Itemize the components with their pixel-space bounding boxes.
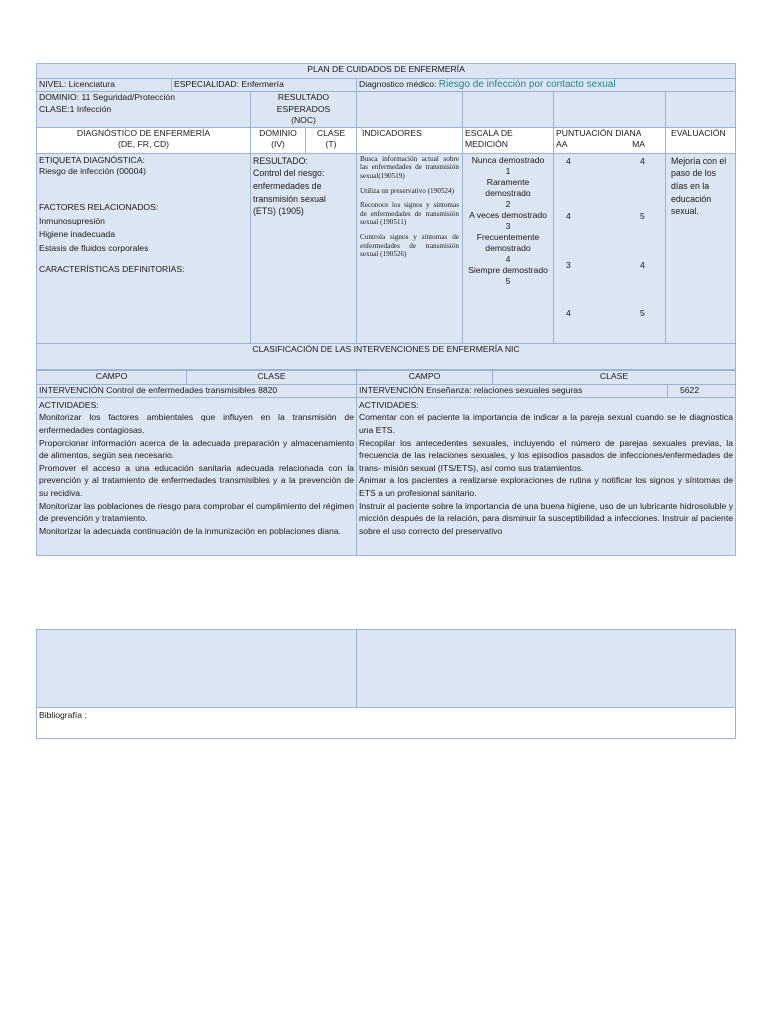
actividad-item: Proporcionar información acerca de la adecuada preparación y almacenamiento de alimentos, según sea necesario. bbox=[39, 437, 354, 461]
clase-header-title: CLASE bbox=[316, 127, 346, 138]
care-plan-table bbox=[36, 63, 736, 370]
actividad-item: Recopilar los antecedentes sexuales, incluyendo el número de parejas sexuales previas, la frecuencia de las relaciones sexuales, y los episodios pasados de infecciones/enfermedades de trans- misión sexual (ITS/ETS), así como sus tratamientos. bbox=[359, 437, 733, 473]
care-plan-sheet bbox=[36, 63, 735, 556]
dominio-header bbox=[251, 127, 306, 153]
actividad-item: Monitorizar la adecuada continuación de la inmunización en poblaciones diana. bbox=[39, 525, 341, 536]
nivel-cell: NIVEL: Licenciatura bbox=[37, 79, 172, 92]
evaluacion-body: Mejoría con el paso de los días en la educación sexual. bbox=[666, 153, 736, 343]
empty-cell bbox=[463, 92, 554, 128]
score-aa: 4 bbox=[566, 155, 571, 166]
clase-header-sub: (T) bbox=[325, 139, 337, 150]
dominio-header-sub: (IV) bbox=[271, 139, 285, 150]
bibliography-section bbox=[36, 629, 735, 739]
actividad-item: Monitorizar los factores ambientales que influyen en la transmisión de enfermedades contagiosas. bbox=[39, 412, 354, 435]
escala-item: Nunca demostrado bbox=[471, 154, 545, 165]
escala-item: 2 bbox=[505, 198, 511, 209]
blank-cell bbox=[37, 630, 357, 708]
especialidad-cell: ESPECIALIDAD: Enfermería bbox=[172, 79, 357, 92]
clase-text: CLASE:1 Infección bbox=[39, 103, 112, 114]
diagnostico-medico-value: Riesgo de infección por contacto sexual bbox=[438, 79, 616, 90]
etiqueta-value: Riesgo de infección (00004) bbox=[39, 166, 147, 177]
diagnostico-body bbox=[37, 153, 251, 343]
aa-label: AA bbox=[556, 139, 568, 150]
factor-item: Higiene inadecuada bbox=[39, 229, 115, 240]
escala-item: A veces demostrado bbox=[469, 209, 547, 220]
score-aa: 3 bbox=[566, 259, 571, 270]
dominio-text: DOMINIO: 11 Seguridad/Protección bbox=[39, 92, 175, 102]
score-ma: 5 bbox=[640, 307, 645, 318]
indicadores-header: INDICADORES bbox=[357, 127, 463, 153]
puntuacion-header-title: PUNTUACIÓN DIANA bbox=[556, 127, 642, 138]
indicadores-body bbox=[357, 153, 463, 343]
resultado-value: Control del riesgo: enfermedades de transmisión sexual (ETS) (1905) bbox=[253, 168, 326, 217]
diagnostico-header-sub: (DE, FR, CD) bbox=[117, 139, 170, 150]
score-ma: 4 bbox=[640, 259, 645, 270]
caracteristicas-label: CARACTERÍSTICAS DEFINITORIAS: bbox=[39, 264, 185, 275]
score-aa: 4 bbox=[566, 307, 571, 318]
escala-item: Siempre demostrado bbox=[468, 264, 548, 275]
puntuacion-body bbox=[554, 153, 666, 343]
escala-item: 1 bbox=[505, 165, 511, 176]
actividad-item: Animar a los pacientes a realizarse exploraciones de rutina y notificar los signos y síntomas de ETS a un profesional sanitario. bbox=[359, 475, 733, 498]
score-ma: 4 bbox=[640, 155, 645, 166]
intervencion-left: INTERVENCIÓN Control de enfermedades transmisibles 8820 bbox=[37, 384, 357, 397]
actividades-left bbox=[37, 397, 357, 555]
intervencion-right: INTERVENCIÓN Enseñanza: relaciones sexuales seguras bbox=[357, 384, 668, 397]
factor-item: Estasis de fluidos corporales bbox=[39, 242, 149, 253]
factores-label: FACTORES RELACIONADOS: bbox=[39, 201, 159, 212]
actividades-label: ACTIVIDADES: bbox=[39, 399, 99, 410]
dominio-clase-cell bbox=[37, 92, 251, 128]
escala-item: 4 bbox=[505, 253, 511, 264]
escala-body bbox=[463, 153, 554, 343]
actividad-item: Comentar con el paciente la importancia de indicar a la pareja sexual cuando se le diagnostica una ETS. bbox=[359, 412, 733, 435]
ma-label: MA bbox=[632, 139, 645, 150]
resultado-label: RESULTADO: bbox=[253, 155, 308, 166]
actividades-label: ACTIVIDADES: bbox=[359, 399, 419, 410]
score-aa: 4 bbox=[566, 210, 571, 221]
indicador-item: Utiliza un preservativo (190524) bbox=[360, 186, 455, 195]
resultado-body bbox=[251, 153, 357, 343]
indicador-item: Busca información actual sobre las enfermedades de transmisión sexual(190519) bbox=[360, 154, 459, 180]
bibliography-label: Bibliografía : bbox=[37, 708, 736, 739]
dominio-header-title: DOMINIO bbox=[259, 127, 297, 138]
diagnostico-medico-label: Diagnostico médico: bbox=[359, 79, 437, 89]
indicador-item: Reconoce los signos y síntomas de enfermedades de transmisión sexual (190511) bbox=[360, 201, 459, 227]
evaluacion-header: EVALUACIÓN bbox=[666, 127, 736, 153]
actividad-item: Promover el acceso a una educación sanitaria adecuada relacionada con la prevención y al tratamiento de enfermedades transmisibles y a la prevención de su recidiva. bbox=[39, 462, 354, 498]
escala-item: 3 bbox=[505, 220, 511, 231]
resultado-esperado-header: RESULTADO ESPERADOS (NOC) bbox=[251, 92, 357, 128]
escala-header: ESCALA DE MEDICIÓN bbox=[463, 127, 554, 153]
diagnostico-medico-cell bbox=[357, 79, 736, 92]
diagnostico-header-title: DIAGNÓSTICO DE ENFERMERÍA bbox=[76, 127, 211, 138]
campo-header: CAMPO bbox=[37, 370, 187, 384]
escala-item: 5 bbox=[505, 275, 511, 286]
actividad-item: Instruir al paciente sobre la importancia de una buena higiene, uso de un lubricante hidrosoluble y micción después de la relación, para disminuir la susceptibilidad a infecciones. Instruir al paciente sobre el uso correcto del preservativo bbox=[359, 500, 733, 536]
escala-item: Raramente demostrado bbox=[485, 176, 531, 198]
plan-title: PLAN DE CUIDADOS DE ENFERMERÍA bbox=[37, 64, 736, 79]
empty-cell bbox=[357, 92, 463, 128]
actividades-right bbox=[357, 397, 736, 555]
etiqueta-label: ETIQUETA DIAGNÓSTICA: bbox=[39, 154, 145, 165]
puntuacion-header bbox=[554, 127, 666, 153]
actividad-item: Monitorizar las poblaciones de riesgo para comprobar el cumplimiento del régimen de prevención y tratamiento. bbox=[39, 500, 354, 524]
intervencion-right-code: 5622 bbox=[668, 384, 736, 397]
indicador-item: Controla signos y síntomas de enfermedades de transmisión sexual (190526) bbox=[360, 232, 459, 259]
empty-cell bbox=[554, 92, 666, 128]
diagnostico-header bbox=[37, 127, 251, 153]
bibliography-table bbox=[36, 629, 736, 739]
clase-header: CLASE bbox=[493, 370, 736, 384]
escala-item: Frecuentemente demostrado bbox=[476, 231, 540, 253]
score-ma: 5 bbox=[640, 210, 645, 221]
campo-header: CAMPO bbox=[357, 370, 493, 384]
clase-header bbox=[306, 127, 357, 153]
blank-cell bbox=[357, 630, 736, 708]
nic-title: CLASIFICACIÓN DE LAS INTERVENCIONES DE ENFERMERÍA NIC bbox=[37, 343, 736, 369]
nic-table bbox=[36, 370, 736, 556]
empty-cell bbox=[666, 92, 736, 128]
clase-header: CLASE bbox=[187, 370, 357, 384]
factor-item: Inmunosupresión bbox=[39, 215, 105, 226]
